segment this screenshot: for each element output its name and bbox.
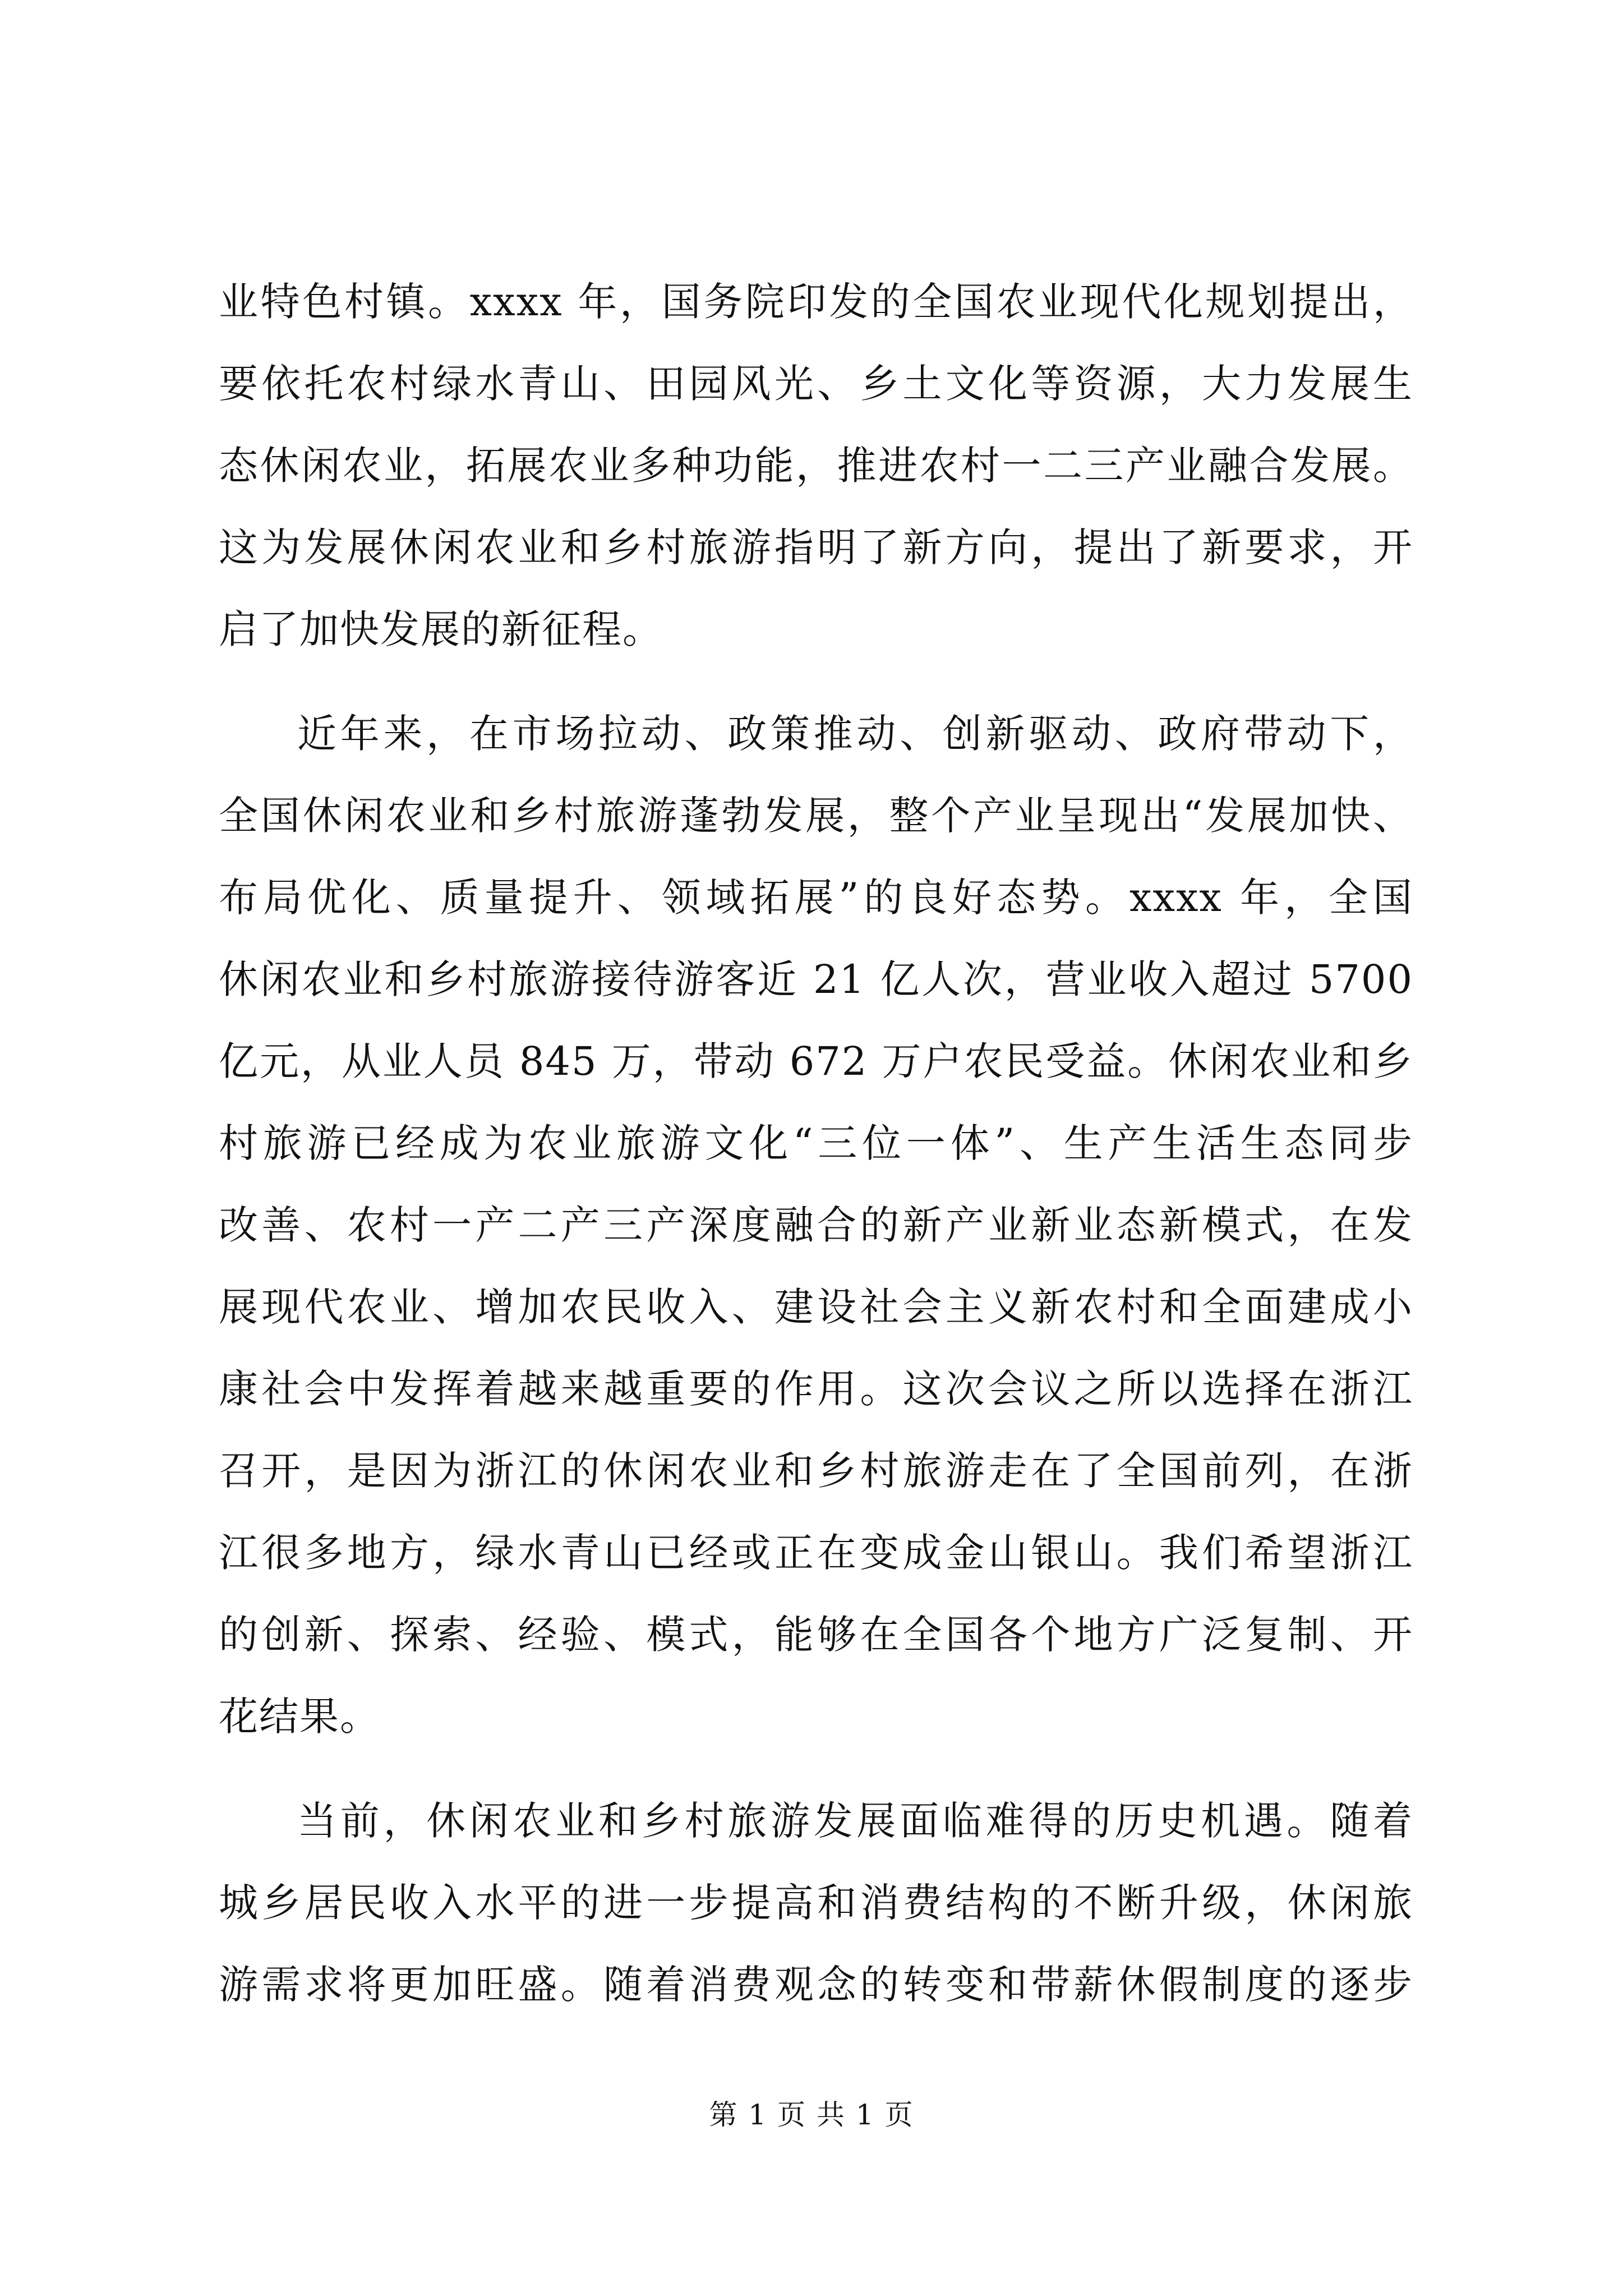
text-line: 亿元，从业人员 845 万，带动 672 万户农民受益。休闲农业和乡 (219, 1038, 1413, 1084)
text-line: 态休闲农业，拓展农业多种功能，推进农村一二三产业融合发展。 (219, 443, 1413, 489)
paragraph-1 (219, 261, 1413, 670)
text-line: 布局优化、质量提升、领域拓展”的良好态势。xxxx 年，全国 (219, 875, 1413, 921)
text-line: 城乡居民收入水平的进一步提高和消费结构的不断升级，休闲旅 (219, 1880, 1413, 1926)
text-line: 改善、农村一产二产三产深度融合的新产业新业态新模式，在发 (219, 1202, 1413, 1248)
text-line: 游需求将更加旺盛。随着消费观念的转变和带薪休假制度的逐步 (219, 1962, 1413, 2008)
text-line: 康社会中发挥着越来越重要的作用。这次会议之所以选择在浙江 (219, 1366, 1413, 1412)
text-line: 花结果。 (219, 1694, 380, 1740)
text-line: 召开，是因为浙江的休闲农业和乡村旅游走在了全国前列，在浙 (219, 1448, 1413, 1494)
paragraph-3 (219, 1780, 1413, 2026)
text-line: 这为发展休闲农业和乡村旅游指明了新方向，提出了新要求，开 (219, 524, 1413, 570)
text-line: 村旅游已经成为农业旅游文化“三位一体”、生产生活生态同步 (219, 1120, 1413, 1166)
page-footer (0, 2095, 1623, 2134)
text-line: 休闲农业和乡村旅游接待游客近 21 亿人次，营业收入超过 5700 (219, 956, 1413, 1002)
text-line: 启了加快发展的新征程。 (219, 606, 663, 652)
text-line: 业特色村镇。xxxx 年，国务院印发的全国农业现代化规划提出， (219, 279, 1413, 325)
text-line: 展现代农业、增加农民收入、建设社会主义新农村和全面建成小 (219, 1284, 1413, 1330)
text-line: 江很多地方，绿水青山已经或正在变成金山银山。我们希望浙江 (219, 1530, 1413, 1576)
document-body (219, 261, 1413, 2026)
text-line: 的创新、探索、经验、模式，能够在全国各个地方广泛复制、开 (219, 1612, 1413, 1658)
text-line: 全国休闲农业和乡村旅游蓬勃发展，整个产业呈现出“发展加快、 (219, 793, 1413, 839)
text-line: 当前，休闲农业和乡村旅游发展面临难得的历史机遇。随着 (297, 1798, 1413, 1844)
text-line: 要依托农村绿水青山、田园风光、乡土文化等资源，大力发展生 (219, 361, 1413, 407)
text-line: 近年来，在市场拉动、政策推动、创新驱动、政府带动下， (297, 711, 1413, 757)
page-number-label: 第 1 页 共 1 页 (709, 2099, 914, 2131)
paragraph-2 (219, 693, 1413, 1757)
